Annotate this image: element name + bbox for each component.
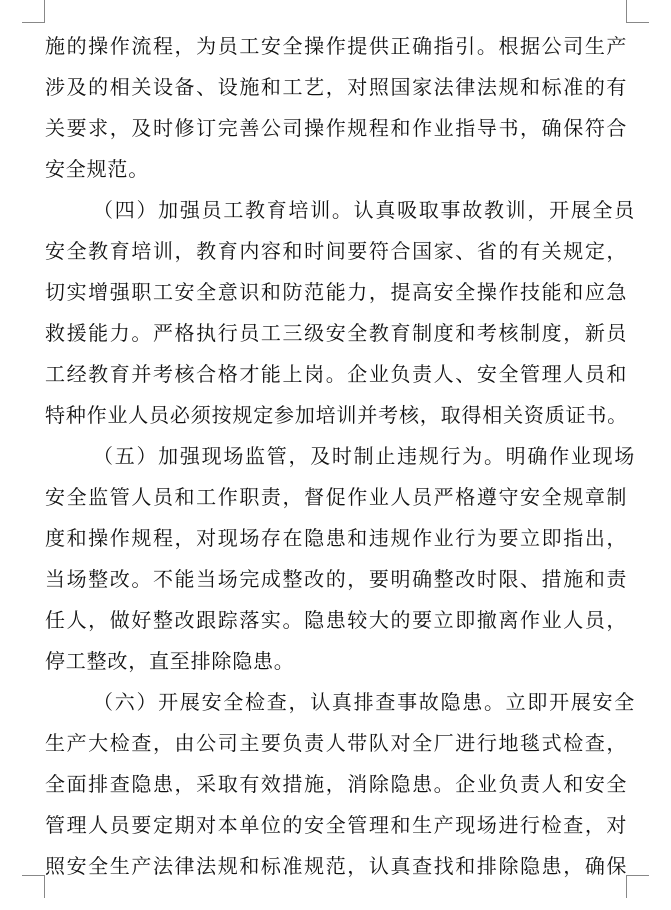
text-line: 停工整改，直至排除隐患。 — [45, 649, 295, 673]
text-line: 安全规范。 — [45, 157, 149, 181]
crop-mark-bottom-right — [626, 875, 649, 898]
text-line: 当场整改。不能当场完成整改的，要明确整改时限、措施和责 — [45, 567, 628, 591]
text-line: 安全监管人员和工作职责，督促作业人员严格遵守安全规章制 — [45, 485, 628, 509]
text-line: 涉及的相关设备、设施和工艺，对照国家法律法规和标准的有 — [45, 75, 628, 99]
text-line: 管理人员要定期对本单位的安全管理和生产现场进行检查，对 — [45, 813, 628, 837]
text-line: 全面排查隐患，采取有效措施，消除隐患。企业负责人和安全 — [45, 772, 628, 796]
text-line: 度和操作规程，对现场存在隐患和违规作业行为要立即指出， — [45, 526, 628, 550]
text-line indent: （五）加强现场监管，及时制止违规行为。明确作业现场 — [93, 444, 636, 468]
crop-mark-bottom-left — [22, 875, 45, 898]
crop-mark-top-left — [22, 0, 45, 23]
text-line: 工经教育并考核合格才能上岗。企业负责人、安全管理人员和 — [45, 362, 628, 386]
text-line: 切实增强职工安全意识和防范能力，提高安全操作技能和应急 — [45, 280, 628, 304]
text-line indent: （六）开展安全检查，认真排查事故隐患。立即开展安全 — [93, 690, 636, 714]
text-line: 特种作业人员必须按规定参加培训并考核，取得相关资质证书。 — [45, 403, 628, 427]
text-line: 关要求，及时修订完善公司操作规程和作业指导书，确保符合 — [45, 116, 628, 140]
text-line: 安全教育培训，教育内容和时间要符合国家、省的有关规定， — [45, 239, 628, 263]
crop-mark-top-right — [626, 0, 649, 23]
text-line: 生产大检查，由公司主要负责人带队对全厂进行地毯式检查， — [45, 731, 628, 755]
text-line: 救援能力。严格执行员工三级安全教育制度和考核制度，新员 — [45, 321, 628, 345]
text-line: 施的操作流程，为员工安全操作提供正确指引。根据公司生产 — [45, 34, 628, 58]
text-line: 任人，做好整改跟踪落实。隐患较大的要立即撤离作业人员， — [45, 608, 628, 632]
text-line: 照安全生产法律法规和标准规范，认真查找和排除隐患，确保 — [45, 854, 628, 878]
text-line indent: （四）加强员工教育培训。认真吸取事故教训，开展全员 — [93, 198, 636, 222]
